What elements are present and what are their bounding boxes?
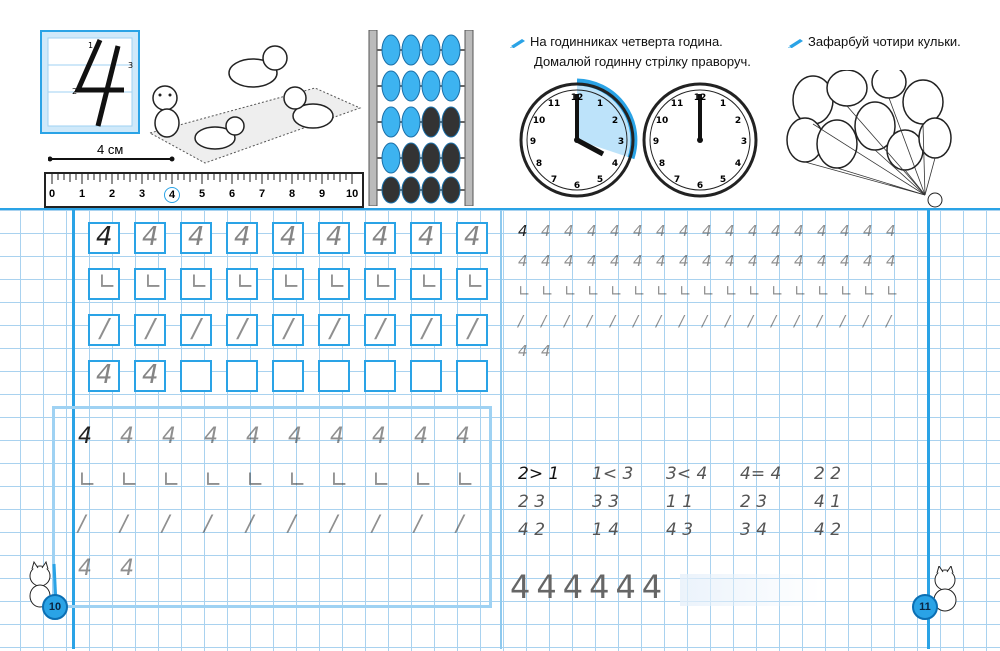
panel-digit-trace: /: [120, 512, 128, 537]
practice-box: [134, 360, 166, 392]
right-digit-trace: /: [748, 312, 754, 330]
panel-digit-trace: ∟: [120, 468, 139, 493]
panel-digit-trace: /: [456, 512, 464, 537]
comparison-item: 3< 4: [666, 464, 708, 484]
right-digit-trace: ∟: [725, 282, 738, 300]
practice-box: [410, 268, 442, 300]
ruler-tick: 8: [289, 188, 296, 200]
digit-four-stroke-trace: /: [192, 314, 201, 344]
svg-text:10: 10: [532, 116, 546, 126]
svg-text:5: 5: [719, 175, 727, 185]
right-digit-trace: ∟: [679, 282, 692, 300]
comparison-item: 2> 1: [518, 464, 560, 484]
panel-digit-trace: 4: [372, 424, 386, 449]
right-digit-trace: /: [564, 312, 570, 330]
right-digit-trace: 4: [564, 252, 574, 270]
right-digit-trace: /: [817, 312, 823, 330]
right-digit-trace: 4: [656, 222, 666, 240]
svg-text:2: 2: [611, 116, 619, 126]
right-digit-trace: 4: [702, 252, 712, 270]
panel-digit-trace: ∟: [78, 468, 97, 493]
right-digit-trace: 4: [840, 252, 850, 270]
practice-box: [180, 314, 212, 346]
right-digit-trace: /: [633, 312, 639, 330]
digit-four-part-trace: ∟: [282, 270, 301, 295]
svg-text:1: 1: [719, 99, 727, 109]
ruler-tick: 3: [139, 188, 146, 200]
panel-digit-trace: ∟: [372, 468, 391, 493]
page-number-right: 11: [912, 594, 938, 620]
svg-text:3: 3: [740, 137, 748, 147]
practice-box: [134, 314, 166, 346]
digit-model-box: [40, 30, 140, 134]
right-digit-trace: 4: [518, 252, 528, 270]
practice-box: [88, 268, 120, 300]
svg-text:9: 9: [652, 137, 660, 147]
panel-digit-trace: 4: [288, 424, 302, 449]
right-digit-trace: 4: [748, 252, 758, 270]
digit-four-stroke-trace: /: [100, 314, 109, 344]
right-digit-trace: 4: [564, 222, 574, 240]
digit-four-stroke-trace: /: [468, 314, 477, 344]
digit-four-part-trace: ∟: [420, 270, 439, 295]
comparison-item: 1< 3: [592, 464, 634, 484]
svg-text:6: 6: [573, 181, 581, 191]
right-digit-trace: /: [840, 312, 846, 330]
abacus: [367, 30, 477, 206]
right-digit-trace: ∟: [817, 282, 830, 300]
panel-digit-trace: 4: [204, 424, 218, 449]
digit-four-stroke-trace: /: [238, 314, 247, 344]
panel-digit-trace: ∟: [414, 468, 433, 493]
practice-box: [180, 268, 212, 300]
right-digit-trace: ∟: [748, 282, 761, 300]
pencil-icon: [788, 38, 804, 48]
right-digit-trace: /: [771, 312, 777, 330]
right-digit-trace: ∟: [564, 282, 577, 300]
digit-four-part-trace: ∟: [374, 270, 393, 295]
comparison-item: 4 2: [814, 520, 842, 540]
right-digit-trace: /: [702, 312, 708, 330]
practice-box: [226, 360, 258, 392]
practice-box: [318, 268, 350, 300]
ruler-length-label: 4 см: [97, 142, 124, 157]
digit-four-stroke-trace: /: [330, 314, 339, 344]
comparison-item: 1 1: [666, 492, 694, 512]
panel-digit-trace: 4: [120, 556, 134, 581]
panel-digit-trace: 4: [78, 556, 92, 581]
practice-box: [456, 268, 488, 300]
svg-text:8: 8: [658, 159, 666, 169]
svg-text:4: 4: [734, 159, 742, 169]
panel-digit-trace: ∟: [288, 468, 307, 493]
right-digit-trace: 4: [633, 222, 643, 240]
digit-four-part-trace: ∟: [190, 270, 209, 295]
right-digit-trace: /: [541, 312, 547, 330]
panel-digit-trace: 4: [414, 424, 428, 449]
right-digit-trace: 4: [541, 222, 551, 240]
panel-digit-trace: ∟: [330, 468, 349, 493]
practice-box: [226, 222, 258, 254]
right-digit-trace: 4: [794, 252, 804, 270]
digit-four-stroke-trace: /: [146, 314, 155, 344]
right-digit-trace: ∟: [886, 282, 899, 300]
practice-box: [226, 314, 258, 346]
svg-text:9: 9: [529, 137, 537, 147]
right-digit-trace: 4: [518, 222, 528, 240]
right-digit-trace: 4: [771, 252, 781, 270]
digit-four-part-trace: ∟: [466, 270, 485, 295]
practice-box: [318, 222, 350, 254]
digit-four-trace: 4: [280, 222, 297, 252]
balloons-illustration: [785, 70, 965, 215]
right-digit-trace: 4: [817, 222, 827, 240]
right-digit-trace: 4: [541, 252, 551, 270]
panel-digit-trace: ∟: [162, 468, 181, 493]
right-digit-trace: /: [587, 312, 593, 330]
panel-digit-trace: 4: [330, 424, 344, 449]
svg-text:5: 5: [596, 175, 604, 185]
digit-four-trace: 4: [464, 222, 481, 252]
digit-four-model: [42, 32, 138, 132]
right-digit-trace: 4: [610, 222, 620, 240]
panel-digit-trace: ∟: [204, 468, 223, 493]
practice-box: [88, 360, 120, 392]
digit-four-part-trace: ∟: [328, 270, 347, 295]
practice-box: [180, 222, 212, 254]
practice-box: [318, 314, 350, 346]
right-digit-trace: 4: [886, 222, 896, 240]
practice-box: [410, 314, 442, 346]
panel-digit-trace: /: [330, 512, 338, 537]
big-digit-row: 444444: [510, 568, 669, 606]
right-digit-trace: ∟: [771, 282, 784, 300]
practice-box: [88, 314, 120, 346]
panel-digit-trace: /: [288, 512, 296, 537]
center-margin-line: [500, 210, 502, 649]
right-digit-trace: 4: [633, 252, 643, 270]
digit-four-stroke-trace: /: [376, 314, 385, 344]
digit-four-trace: 4: [326, 222, 343, 252]
right-digit-trace: 4: [725, 222, 735, 240]
practice-box: [318, 360, 350, 392]
comparison-item: 2 2: [814, 464, 842, 484]
right-digit-trace: ∟: [794, 282, 807, 300]
right-digit-trace: 4: [863, 222, 873, 240]
practice-box: [456, 222, 488, 254]
digit-four-stroke-trace: /: [422, 314, 431, 344]
practice-box: [456, 360, 488, 392]
right-digit-trace: 4: [518, 342, 528, 360]
svg-text:2: 2: [72, 87, 78, 96]
svg-text:12: 12: [693, 93, 707, 103]
right-digit-trace: ∟: [702, 282, 715, 300]
right-digit-trace: 4: [610, 252, 620, 270]
digit-four-trace: 4: [96, 222, 113, 252]
practice-box: [272, 222, 304, 254]
right-digit-trace: /: [863, 312, 869, 330]
practice-box: [364, 222, 396, 254]
right-digit-trace: /: [725, 312, 731, 330]
panel-digit-trace: /: [372, 512, 380, 537]
right-digit-trace: /: [794, 312, 800, 330]
digit-four-part-trace: ∟: [144, 270, 163, 295]
practice-box: [456, 314, 488, 346]
practice-box: [272, 360, 304, 392]
right-digit-trace: 4: [886, 252, 896, 270]
ruler-tick: 5: [199, 188, 206, 200]
ruler-tick: 6: [229, 188, 236, 200]
digit-four-trace: 4: [234, 222, 251, 252]
panel-digit-trace: 4: [120, 424, 134, 449]
dogs-illustration: [145, 38, 365, 168]
digit-four-trace: 4: [142, 222, 159, 252]
svg-text:8: 8: [535, 159, 543, 169]
right-digit-trace: 4: [863, 252, 873, 270]
svg-text:11: 11: [670, 99, 684, 109]
panel-digit-trace: /: [204, 512, 212, 537]
practice-box: [134, 268, 166, 300]
digit-four-part-trace: ∟: [98, 270, 117, 295]
svg-text:12: 12: [570, 93, 584, 103]
balloon-instruction: Зафарбуй чотири кульки.: [788, 32, 961, 52]
ruler-segment: [48, 154, 178, 164]
ruler-tick-highlight: 4: [164, 187, 180, 203]
right-digit-trace: 4: [587, 222, 597, 240]
svg-text:10: 10: [655, 116, 669, 126]
practice-box: [364, 268, 396, 300]
svg-text:4: 4: [611, 159, 619, 169]
comparison-item: 2 3: [740, 492, 768, 512]
right-digit-trace: ∟: [863, 282, 876, 300]
right-digit-trace: 4: [702, 222, 712, 240]
panel-digit-trace: 4: [78, 424, 92, 449]
right-digit-trace: /: [656, 312, 662, 330]
ruler-tick: 2: [109, 188, 116, 200]
svg-text:6: 6: [696, 181, 704, 191]
comparison-item: 3 4: [740, 520, 768, 540]
ruler-tick: 10: [346, 188, 359, 200]
digit-four-trace: 4: [142, 360, 159, 390]
panel-digit-trace: ∟: [246, 468, 265, 493]
right-digit-trace: 4: [587, 252, 597, 270]
right-digit-trace: ∟: [656, 282, 669, 300]
ruler-tick: 7: [259, 188, 266, 200]
comparison-item: 4 1: [814, 492, 842, 512]
right-digit-trace: /: [679, 312, 685, 330]
ruler-tick: 0: [49, 188, 56, 200]
right-digit-trace: 4: [725, 252, 735, 270]
digit-four-stroke-trace: /: [284, 314, 293, 344]
practice-box: [272, 314, 304, 346]
digit-four-trace: 4: [372, 222, 389, 252]
ruler-tick: 1: [79, 188, 86, 200]
right-digit-trace: 4: [771, 222, 781, 240]
practice-box: [364, 360, 396, 392]
right-digit-trace: ∟: [541, 282, 554, 300]
right-digit-trace: /: [518, 312, 524, 330]
right-digit-trace: 4: [679, 252, 689, 270]
panel-digit-trace: 4: [456, 424, 470, 449]
svg-text:7: 7: [550, 175, 558, 185]
right-digit-trace: ∟: [610, 282, 623, 300]
right-digit-trace: /: [610, 312, 616, 330]
right-digit-trace: 4: [840, 222, 850, 240]
right-digit-trace: ∟: [633, 282, 646, 300]
pencil-icon: [510, 38, 526, 48]
big-row-fade: [680, 574, 820, 606]
right-digit-trace: 4: [679, 222, 689, 240]
right-digit-trace: ∟: [518, 282, 531, 300]
digit-four-trace: 4: [418, 222, 435, 252]
comparison-item: 4 2: [518, 520, 546, 540]
right-digit-trace: 4: [794, 222, 804, 240]
practice-box: [180, 360, 212, 392]
digit-four-part-trace: ∟: [236, 270, 255, 295]
right-digit-trace: ∟: [840, 282, 853, 300]
svg-text:1: 1: [596, 99, 604, 109]
panel-digit-trace: ∟: [456, 468, 475, 493]
ruler-tick: 9: [319, 188, 326, 200]
practice-box: [226, 268, 258, 300]
practice-box: [134, 222, 166, 254]
practice-box: [410, 222, 442, 254]
comparison-item: 2 3: [518, 492, 546, 512]
ruler: [44, 172, 364, 208]
right-digit-trace: 4: [748, 222, 758, 240]
right-digit-trace: ∟: [587, 282, 600, 300]
panel-digit-trace: /: [414, 512, 422, 537]
panel-digit-trace: /: [162, 512, 170, 537]
comparison-item: 4= 4: [740, 464, 782, 484]
right-digit-trace: 4: [817, 252, 827, 270]
comparison-item: 3 3: [592, 492, 620, 512]
right-digit-trace: 4: [541, 342, 551, 360]
panel-digit-trace: 4: [246, 424, 260, 449]
right-digit-trace: /: [886, 312, 892, 330]
panel-digit-trace: 4: [162, 424, 176, 449]
clock-instruction: На годинниках четверта година. Домалюй годинну стрілку праворуч.: [510, 32, 751, 72]
digit-four-trace: 4: [96, 360, 113, 390]
digit-four-trace: 4: [188, 222, 205, 252]
comparison-item: 4 3: [666, 520, 694, 540]
comparison-item: 1 4: [592, 520, 620, 540]
svg-text:2: 2: [734, 116, 742, 126]
practice-box: [272, 268, 304, 300]
practice-box: [410, 360, 442, 392]
svg-text:1: 1: [88, 41, 94, 50]
panel-digit-trace: /: [246, 512, 254, 537]
practice-box: [364, 314, 396, 346]
clock-right: [642, 78, 762, 200]
svg-text:3: 3: [617, 137, 625, 147]
panel-digit-trace: /: [78, 512, 86, 537]
page-number-left: 10: [42, 594, 68, 620]
svg-text:3: 3: [128, 61, 134, 70]
svg-text:7: 7: [673, 175, 681, 185]
practice-box: [88, 222, 120, 254]
right-digit-trace: 4: [656, 252, 666, 270]
clock-left: [515, 78, 640, 200]
svg-text:11: 11: [547, 99, 561, 109]
